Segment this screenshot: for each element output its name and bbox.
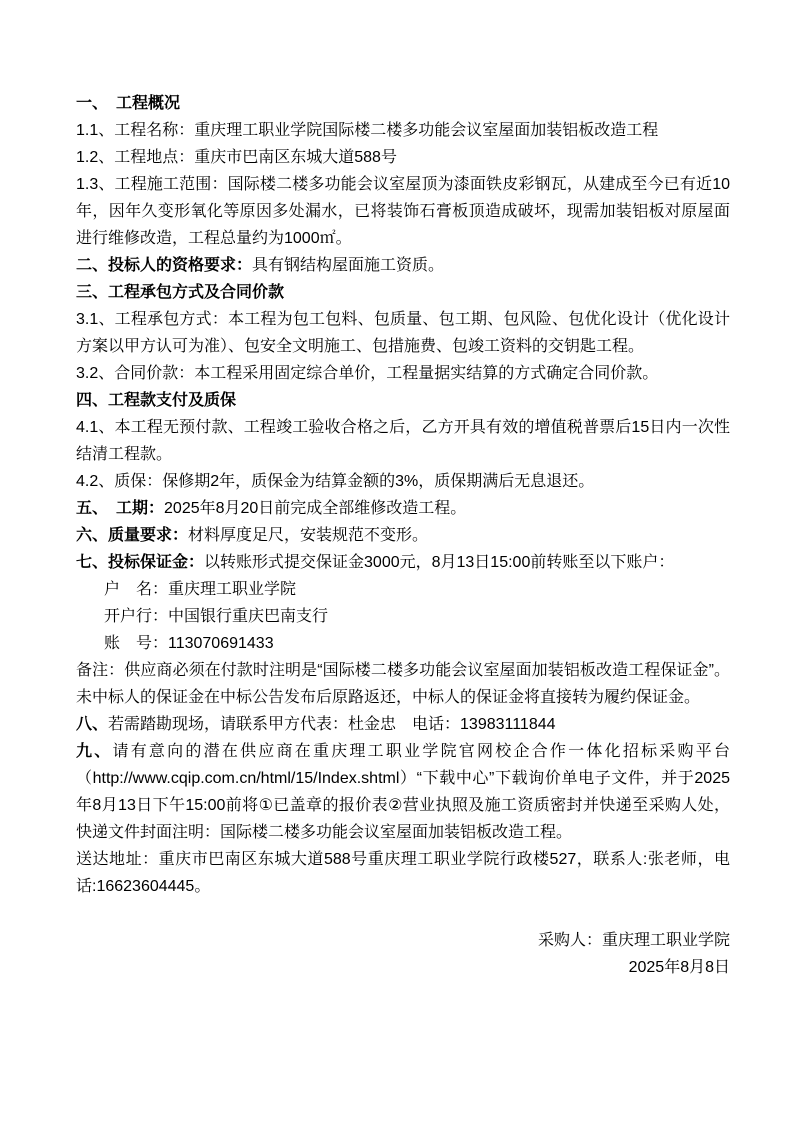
item-contract-price: 3.2、合同价款：本工程采用固定综合单价，工程量据实结算的方式确定合同价款。: [76, 365, 659, 382]
line-account-name: 户 名：重庆理工职业学院: [104, 581, 297, 598]
line-account-bank: 开户行：中国银行重庆巴南支行: [104, 608, 329, 625]
para-submission-instructions: [76, 738, 730, 846]
signature-date: 2025年8月8日: [628, 959, 730, 976]
para-bid-bond-body: 以转账形式提交保证金3000元，8月13日15:00前转账至以下账户：: [204, 554, 675, 571]
item-project-scope: 1.3、工程施工范围：国际楼二楼多功能会议室屋顶为漆面铁皮彩钢瓦，从建成至今已有近10年，因年久变形氧化等原因多处漏水，已将装饰石膏板顶造成破坏，现需加装铝板对原屋面进行维修改造，工程总量约为1000㎡。: [76, 176, 730, 247]
signature-purchaser: 采购人：重庆理工职业学院: [537, 932, 730, 949]
para-bid-bond: [76, 549, 730, 576]
para-site-visit: [76, 711, 730, 738]
item-project-name: 1.1、工程名称：重庆理工职业学院国际楼二楼多功能会议室屋面加装铝板改造工程: [76, 122, 659, 139]
para-quality-requirement-body: 材料厚度足尺，安装规范不变形。: [188, 527, 429, 544]
item-warranty-terms: 4.2、质保：保修期2年，质保金为结算金额的3%，质保期满后无息退还。: [76, 473, 595, 490]
para-construction-period-body: 2025年8月20日前完成全部维修改造工程。: [164, 500, 467, 517]
para-site-visit-body: 若需踏勘现场，请联系甲方代表：杜金忠 电话：13983111844: [108, 716, 556, 733]
para-quality-requirement-lead: 六、质量要求：: [76, 527, 189, 544]
para-construction-period: [76, 495, 730, 522]
item-contract-mode: 3.1、工程承包方式：本工程为包工包料、包质量、包工期、包风险、包优化设计（优化设计方案以甲方认可为准）、包安全文明施工、包措施费、包竣工资料的交钥匙工程。: [76, 311, 730, 355]
para-bidder-qualification: [76, 252, 730, 279]
heading-payment-warranty: 四、工程款支付及质保: [76, 392, 237, 409]
para-construction-period-lead: 五、 工期：: [76, 500, 165, 517]
item-project-location: 1.2、工程地点：重庆市巴南区东城大道588号: [76, 149, 397, 166]
para-bid-bond-lead: 七、投标保证金：: [76, 554, 205, 571]
para-bidder-qualification-lead: 二、投标人的资格要求：: [76, 257, 253, 274]
para-remark: 备注：供应商必须在付款时注明是“国际楼二楼多功能会议室屋面加装铝板改造工程保证金”。未中标人的保证金在中标公告发布后原路返还，中标人的保证金将直接转为履约保证金。: [76, 662, 730, 706]
para-site-visit-lead: 八、: [76, 716, 109, 733]
heading-project-overview: 一、 工程概况: [76, 95, 181, 112]
para-quality-requirement: [76, 522, 730, 549]
para-submission-instructions-lead: 九、: [76, 743, 113, 760]
heading-contract-mode-price: 三、工程承包方式及合同价款: [76, 284, 285, 301]
para-delivery-address: 送达地址：重庆市巴南区东城大道588号重庆理工职业学院行政楼527，联系人:张老师，电话:16623604445。: [76, 851, 730, 895]
line-account-number: 账 号：113070691433: [104, 635, 274, 652]
para-bidder-qualification-body: 具有钢结构屋面施工资质。: [252, 257, 445, 274]
para-submission-instructions-body: 请有意向的潜在供应商在重庆理工职业学院官网校企合作一体化招标采购平台（http://www.cqip.com.cn/html/15/Index.shtml）“下载中心”下载询价单电子文件，并于2025年8月13日下午15:00前将①已盖章的报价表②营业执照及施工资质密封并快递至采购人处，快递文件封面注明：国际楼二楼多功能会议室屋面加装铝板改造工程。: [76, 743, 730, 841]
item-payment-terms: 4.1、本工程无预付款、工程竣工验收合格之后，乙方开具有效的增值税普票后15日内一次性结清工程款。: [76, 419, 730, 463]
